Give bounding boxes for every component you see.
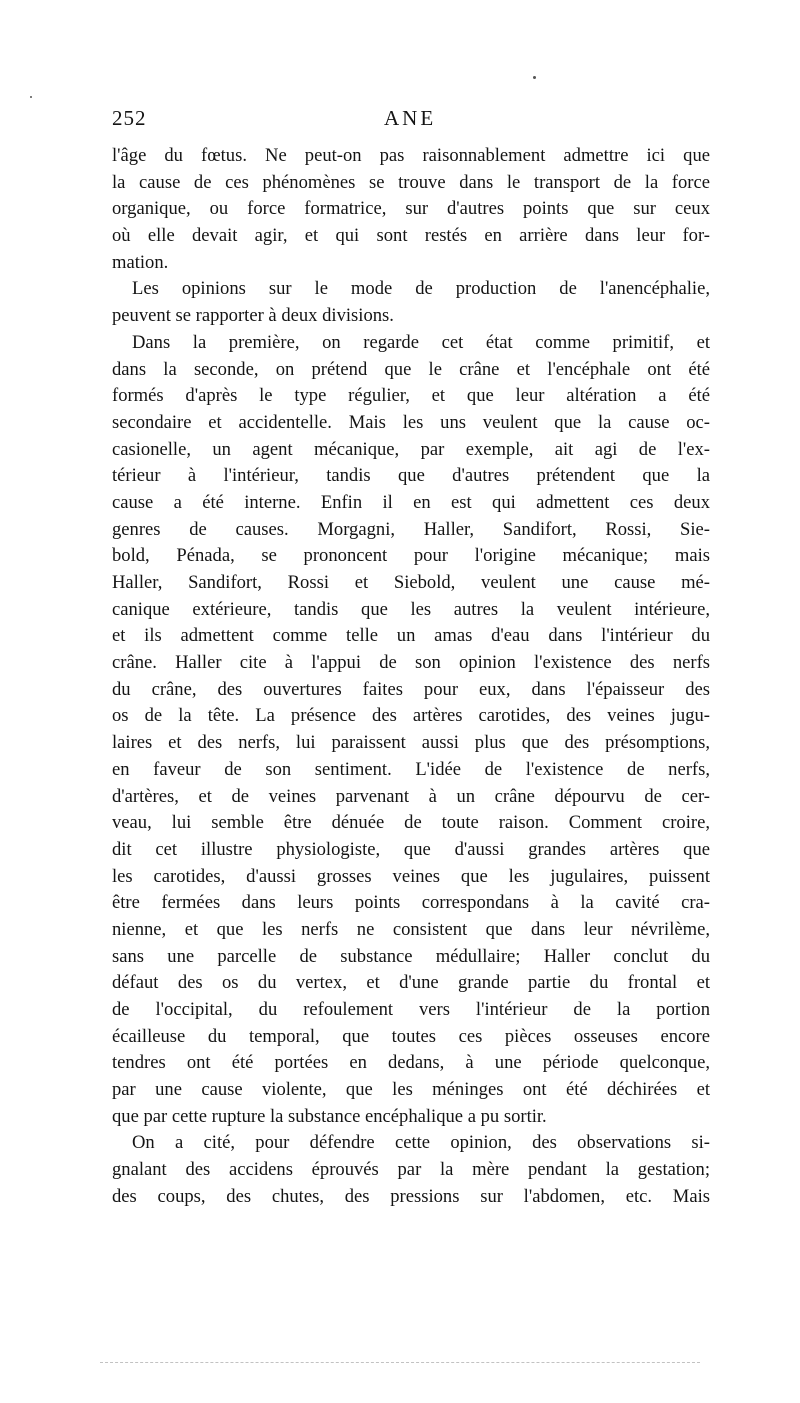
text-line: par une cause violente, que les méninges ont été déchirées et (112, 1079, 710, 1101)
print-speck (30, 96, 32, 98)
text-line: où elle devait agir, et qui sont restés en arrière dans leur for- (112, 225, 710, 247)
text-line: Les opinions sur le mode de production de l'anencéphalie, (132, 278, 710, 300)
text-line: gnalant des accidens éprouvés par la mère pendant la gestation; (112, 1159, 710, 1181)
text-line: les carotides, d'aussi grosses veines que les jugulaires, puissent (112, 865, 710, 887)
text-line: térieur à l'intérieur, tandis que d'autres prétendent que la (112, 465, 710, 487)
print-speck (533, 76, 536, 79)
text-line: secondaire et accidentelle. Mais les uns veulent que la cause oc- (112, 411, 710, 433)
text-line: On a cité, pour défendre cette opinion, des observations si- (132, 1132, 710, 1154)
body-text (112, 143, 710, 1211)
text-line: organique, ou force formatrice, sur d'autres points que sur ceux (112, 198, 710, 220)
text-line: en faveur de son sentiment. L'idée de l'existence de nerfs, (112, 758, 710, 780)
text-line: formés d'après le type régulier, et que leur altération a été (112, 385, 710, 407)
text-line: bold, Pénada, se prononcent pour l'origine mécanique; mais (112, 545, 710, 567)
text-line: peuvent se rapporter à deux divisions. (112, 305, 394, 327)
text-line: l'âge du fœtus. Ne peut-on pas raisonnablement admettre ici que (112, 145, 710, 166)
text-line: dans la seconde, on prétend que le crâne et l'encéphale ont été (112, 358, 710, 380)
text-line: dit cet illustre physiologiste, que d'aussi grandes artères que (112, 838, 710, 860)
text-line: mation. (112, 251, 169, 273)
text-line: être fermées dans leurs points correspondans à la cavité cra- (112, 892, 710, 914)
text-line: veau, lui semble être dénuée de toute raison. Comment croire, (112, 812, 710, 834)
text-line: que par cette rupture la substance encéphalique a pu sortir. (112, 1105, 547, 1127)
text-line: cause a été interne. Enfin il en est qui admettent ces deux (112, 491, 710, 513)
text-line: sans une parcelle de substance médullaire; Haller conclut du (112, 945, 710, 967)
text-line: Dans la première, on regarde cet état comme primitif, et (132, 331, 710, 353)
text-line: casionelle, un agent mécanique, par exemple, ait agi de l'ex- (112, 438, 710, 460)
text-line: crâne. Haller cite à l'appui de son opinion l'existence des nerfs (112, 652, 710, 674)
text-line: genres de causes. Morgagni, Haller, Sandifort, Rossi, Sie- (112, 518, 710, 540)
text-line: écailleuse du temporal, que toutes ces pièces osseuses encore (112, 1025, 710, 1047)
text-line: canique extérieure, tandis que les autres la veulent intérieure, (112, 598, 710, 620)
running-title: ANE (384, 106, 437, 130)
footer-rule (100, 1362, 700, 1365)
text-line: Haller, Sandifort, Rossi et Siebold, veulent une cause mé- (112, 572, 710, 593)
text-line: os de la tête. La présence des artères carotides, des veines jugu- (112, 705, 710, 727)
text-line: laires et des nerfs, lui paraissent aussi plus que des présomptions, (112, 732, 710, 754)
running-head (112, 106, 710, 136)
text-line: du crâne, des ouvertures faites pour eux, dans l'épaisseur des (112, 678, 710, 700)
text-line: et ils admettent comme telle un amas d'eau dans l'intérieur du (112, 625, 710, 647)
text-line: de l'occipital, du refoulement vers l'intérieur de la portion (112, 999, 710, 1020)
text-line: tendres ont été portées en dedans, à une période quelconque, (112, 1052, 710, 1074)
text-line: nienne, et que les nerfs ne consistent que dans leur névrilème, (112, 918, 710, 940)
text-line: la cause de ces phénomènes se trouve dans le transport de la force (112, 171, 710, 193)
text-line: d'artères, et de veines parvenant à un crâne dépourvu de cer- (112, 785, 710, 807)
page-number: 252 (112, 106, 147, 130)
text-line: des coups, des chutes, des pressions sur l'abdomen, etc. Mais (112, 1185, 710, 1207)
text-line: défaut des os du vertex, et d'une grande partie du frontal et (112, 972, 710, 994)
